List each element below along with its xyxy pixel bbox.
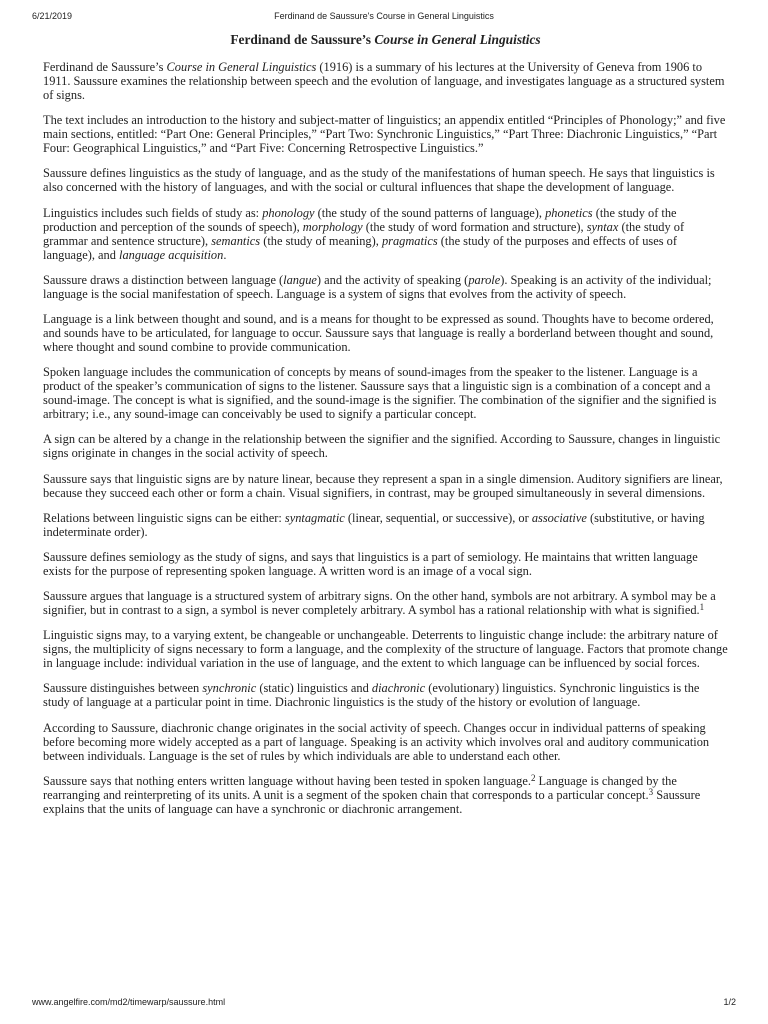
paragraph-1: Ferdinand de Saussure’s Course in General Linguistics (1916) is a summary of his lectures at the University of Geneva from 1906 to 1911. Saussure examines the relationship between speech and the evolution of language, and investigates language as a structured system of signs.	[43, 60, 725, 102]
footnote-ref-2[interactable]: 2	[530, 772, 536, 783]
paragraph-6: Language is a link between thought and sound, and is a means for thought to be expressed as sound. Thoughts have to become ordered, and sounds have to be articulated, for language to occur. Saussure says that language is really a borderland between thought and sound, where thought and sound combine to provide communication.	[43, 311, 714, 354]
paragraph-10: Relations between linguistic signs can be either: syntagmatic (linear, sequential, or successive), or associative (substitutive, or having indeterminate order).	[43, 510, 705, 539]
print-date: 6/21/2019	[32, 11, 73, 21]
paragraph-9: Saussure says that linguistic signs are by nature linear, because they represent a span in a single dimension. Auditory signifiers are linear, because they succeed each other or form a chain. Visual signifiers, in contrast, may be grouped simultaneously in several dimensions.	[43, 471, 723, 500]
paragraph-14: Saussure distinguishes between synchronic (static) linguistics and diachronic (evolutionary) linguistics. Synchronic linguistics is the study of language at a particular point in time. Diachronic linguistics is the study of the history or evolution of language.	[43, 681, 700, 710]
footnote-ref-1[interactable]: 1	[699, 602, 705, 613]
paragraph-7: Spoken language includes the communication of concepts by means of sound-images from the speaker to the listener. Language is a product of the speaker’s communication of signs to the listener. Saussure says that a linguistic sign is a combination of a concept and a sound-image. The concept is what is signified, and the sound-image is the signifier. The combination of the signifier and the signified is arbitrary; i.e., any sound-image can conceivably be used to signify a particular concept.	[43, 365, 717, 422]
paragraph-11: Saussure defines semiology as the study of signs, and says that linguistics is a part of semiology. He maintains that written language exists for the purpose of representing spoken language. A written word is an image of a vocal sign.	[43, 549, 698, 578]
print-title: Ferdinand de Saussure's Course in General Linguistics	[274, 11, 494, 21]
print-header	[32, 11, 736, 25]
paragraph-12: Saussure argues that language is a structured system of arbitrary signs. On the other hand, symbols are not arbitrary. A symbol may be a signifier, but in contrast to a sign, a symbol is never completely arbitrary. A symbol has a rational relationship with what is signified.$^1$	[43, 589, 716, 618]
footnote-ref-3[interactable]: 3	[648, 786, 654, 797]
page-title: Ferdinand de Saussure’s Course in General Linguistics	[230, 32, 541, 47]
page-url[interactable]: www.angelfire.com/md2/timewarp/saussure.html	[32, 997, 226, 1007]
paragraph-2: The text includes an introduction to the history and subject-matter of linguistics; an appendix entitled “Principles of Phonology;” and five main sections, entitled: “Part One: General Principles,” “Part Two: Synchronic Linguistics,” “Part Three: Diachronic Linguistics,” “Part Four: Geographical Linguistics,” and “Part Five: Concerning Retrospective Linguistics.”	[43, 113, 726, 156]
paragraph-13: Linguistic signs may, to a varying extent, be changeable or unchangeable. Deterrents to linguistic change include: the arbitrary nature of signs, the multiplicity of signs necessary to form a language, and the complexity of the structure of language. Factors that promote change in language include: individual variation in the use of language, and the extent to which language can be influenced by social forces.	[43, 628, 728, 671]
document-body	[43, 32, 728, 827]
paragraph-8: A sign can be altered by a change in the relationship between the signifier and the signified. According to Saussure, changes in linguistic signs originate in changes in the social activity of speech.	[43, 432, 721, 461]
paragraph-16: Saussure says that nothing enters written language without having been tested in spoken language.$^2$ Language is changed by the rearranging and reinterpreting of its units. A unit is a segment of the spoken chain that corresponds to a particular concept.$^3$ Saussure explains that the units of language can have a synchronic or diachronic arrangement.	[43, 772, 701, 816]
print-footer	[32, 997, 736, 1011]
paragraph-5: Saussure draws a distinction between language (langue) and the activity of speaking (parole). Speaking is an activity of the individual; language is the social manifestation of speech. Language is a system of signs that evolves from the activity of speech.	[43, 272, 712, 301]
page-number: 1/2	[723, 997, 736, 1007]
paragraph-3: Saussure defines linguistics as the study of language, and as the study of the manifestations of human speech. He says that linguistics is also concerned with the history of languages, and with the social or cultural influences that shape the development of language.	[43, 166, 715, 195]
paragraph-15: According to Saussure, diachronic change originates in the social activity of speech. Changes occur in individual patterns of speaking before becoming more widely accepted as a part of language. Speaking is an activity which involves oral and auditory communication between individuals. Language is the set of rules by which individuals are able to understand each other.	[43, 720, 710, 763]
paragraph-4: Linguistics includes such fields of study as: phonology (the study of the sound patterns of language), phonetics (the study of the production and perception of the sounds of speech), morphology (the study of word formation and structure), syntax (the study of grammar and sentence structure), semantics (the study of meaning), pragmatics (the study of the purposes and effects of uses of language), and language acquisition.	[43, 205, 685, 262]
